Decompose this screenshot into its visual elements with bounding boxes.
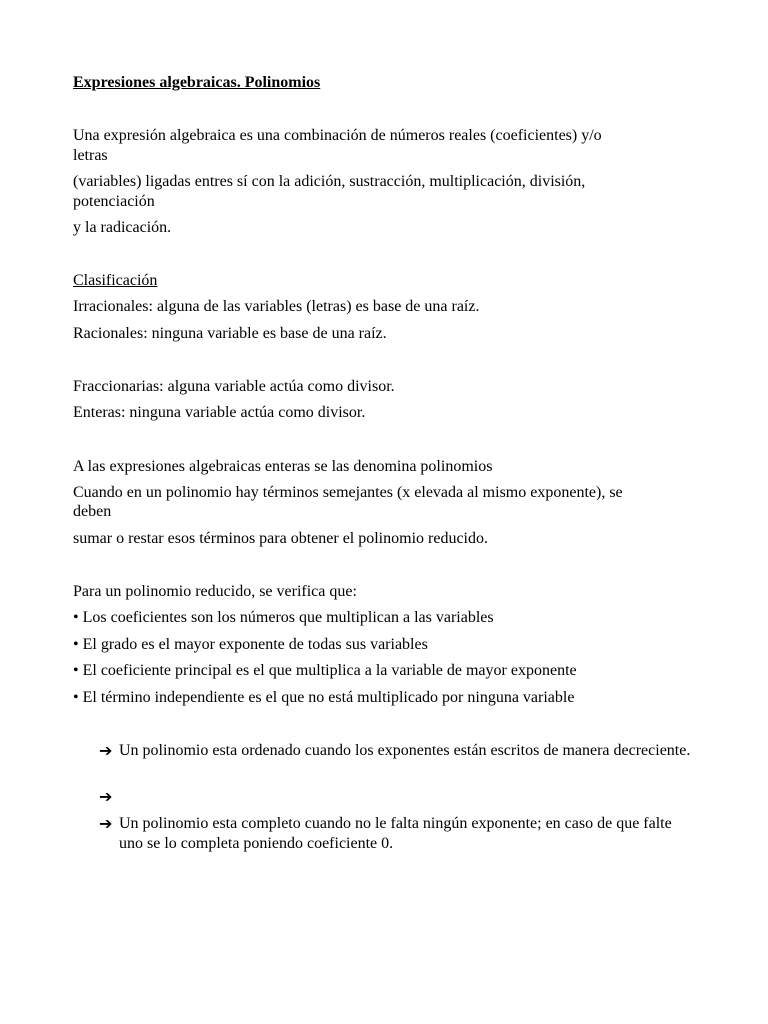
document-title: Expresiones algebraicas. Polinomios bbox=[73, 74, 321, 91]
arrow-right-icon: ➔ bbox=[99, 787, 113, 806]
polinomios-line-4: sumar o restar esos términos para obtener el polinomio reducido. bbox=[73, 530, 488, 547]
polinomios-line-3: deben bbox=[73, 503, 112, 520]
arrow-item-text: Un polinomio esta ordenado cuando los exponentes están escritos de manera decreciente. bbox=[119, 742, 691, 759]
polinomios-line-2: Cuando en un polinomio hay términos semejantes (x elevada al mismo exponente), se bbox=[73, 484, 623, 501]
bullet-grado: • El grado es el mayor exponente de todas sus variables bbox=[73, 636, 428, 653]
bullet-termino-independiente: • El término independiente es el que no está multiplicado por ninguna variable bbox=[73, 689, 575, 706]
arrow-right-icon: ➔ bbox=[99, 741, 113, 760]
intro-line-5: y la radicación. bbox=[73, 219, 172, 236]
intro-line-2: letras bbox=[73, 147, 108, 164]
bullet-coeficientes: • Los coeficientes son los números que multiplican a las variables bbox=[73, 609, 494, 626]
irracionales-text: Irracionales: alguna de las variables (letras) es base de una raíz. bbox=[73, 298, 480, 315]
bullet-coeficiente-principal: • El coeficiente principal es el que multiplica a la variable de mayor exponente bbox=[73, 662, 577, 679]
arrow-right-icon: ➔ bbox=[99, 814, 113, 833]
reducido-intro: Para un polinomio reducido, se verifica que: bbox=[73, 583, 357, 600]
intro-line-3: (variables) ligadas entres sí con la adición, sustracción, multiplicación, división, bbox=[73, 173, 586, 190]
enteras-text: Enteras: ninguna variable actúa como divisor. bbox=[73, 404, 366, 421]
fraccionarias-text: Fraccionarias: alguna variable actúa como divisor. bbox=[73, 378, 395, 395]
arrow-item-text: Un polinomio esta completo cuando no le falta ningún exponente; en caso de que falte uno se lo completa poniendo coeficiente 0. bbox=[119, 815, 672, 852]
racionales-text: Racionales: ninguna variable es base de una raíz. bbox=[73, 325, 387, 342]
clasificacion-heading: Clasificación bbox=[73, 272, 158, 289]
arrow-item-completo bbox=[99, 814, 699, 854]
intro-line-4: potenciación bbox=[73, 193, 155, 210]
intro-line-1: Una expresión algebraica es una combinación de números reales (coeficientes) y/o bbox=[73, 127, 602, 144]
polinomios-line-1: A las expresiones algebraicas enteras se las denomina polinomios bbox=[73, 458, 493, 475]
arrow-item-ordenado bbox=[99, 741, 699, 761]
